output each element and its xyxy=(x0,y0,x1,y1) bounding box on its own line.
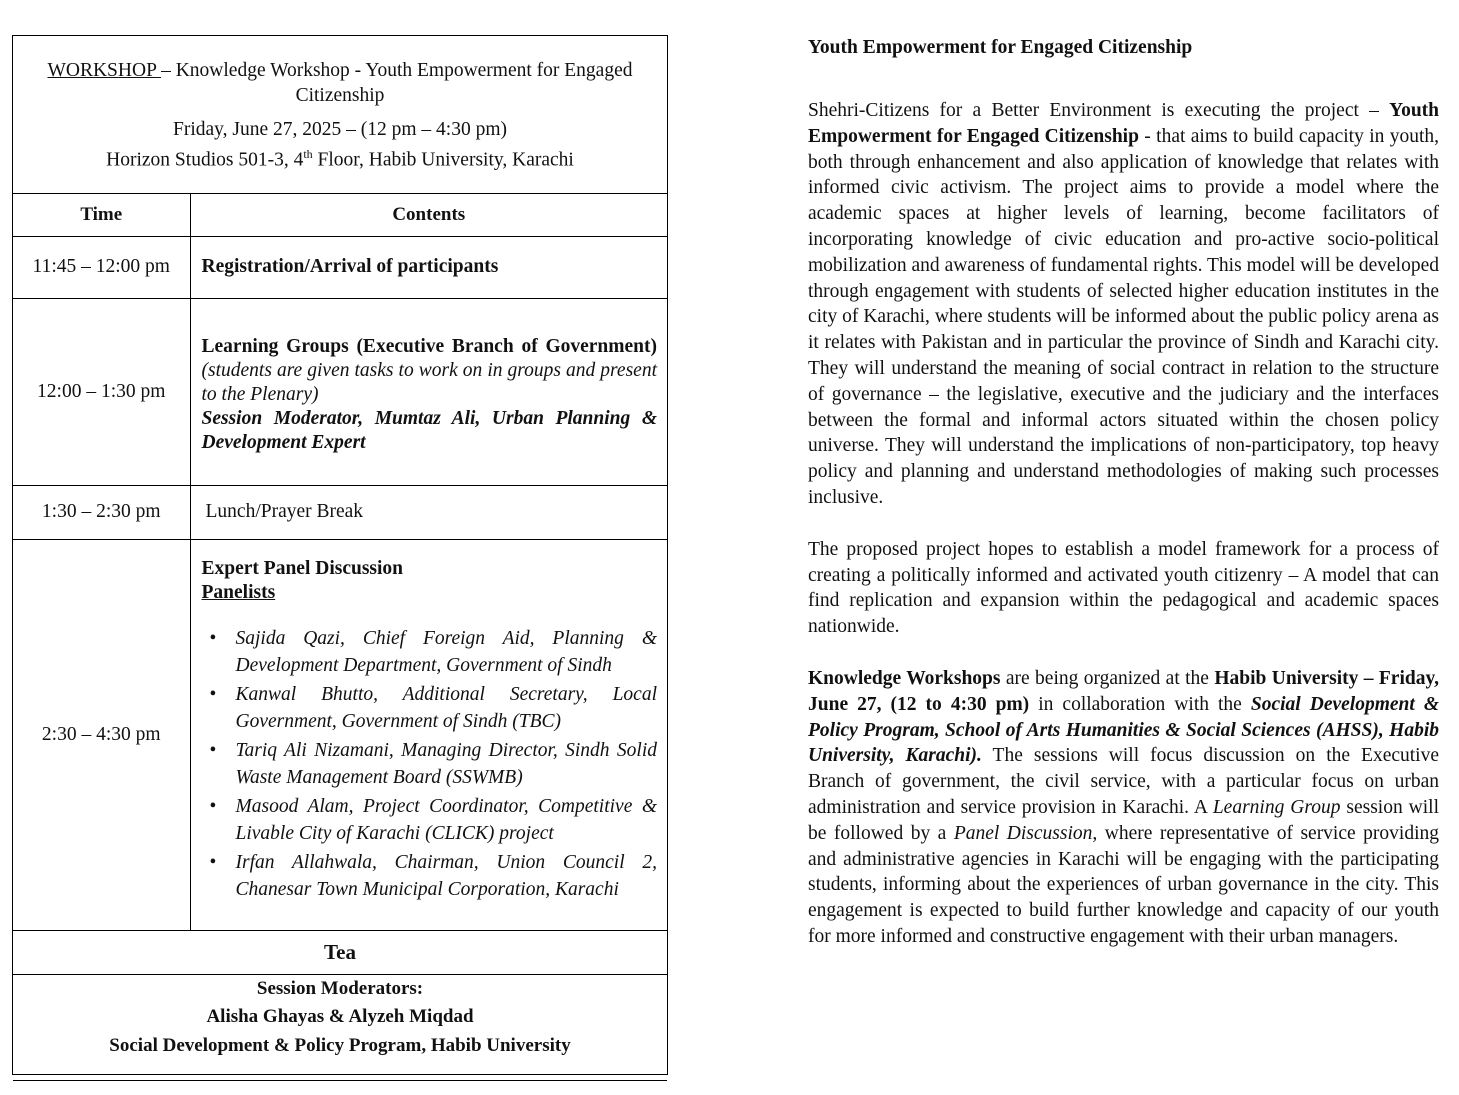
row-content: Registration/Arrival of participants xyxy=(190,236,667,298)
panelist-list xyxy=(202,625,658,903)
article-paragraph: The proposed project hopes to establish a model framework for a process of creating a politically informed and activated youth citizenry – A model that can find replication and expansion within the pedagogical and academic spaces nationwide. xyxy=(808,538,1439,638)
column-header-time: Time xyxy=(13,193,190,236)
article-paragraph: Shehri-Citizens for a Better Environment is executing the project – Youth Empowerment for Engaged Citizenship - that aims to build capacity in youth, both through enhancement and also application of knowledge that relates with informed civic activism. The project aims to provide a model where the academic spaces at higher levels of learning, become facilitators of incorporating knowledge of civic education and pro-active socio-political mobilization and awareness of fundamental rights. This model will be developed through engagement with students of selected higher education institutes in the city of Karachi, where students will be informed about the public policy arena as it relates with Pakistan and in particular the province of Sindh and Karachi city. They will understand the meaning of social contract in relation to the structure of governance – the legislative, executive and the judiciary and the interfaces between the formal and informal actors situated within the chosen policy universe. They will understand the implications of non-participatory, top heavy policy and planning and understand methodologies of making such processes inclusive. xyxy=(808,100,1440,508)
row-time: 2:30 – 4:30 pm xyxy=(13,539,190,930)
workshop-venue: Horizon Studios 501-3, 4th Floor, Habib University, Karachi xyxy=(106,147,574,171)
session-title: Learning Groups (Executive Branch of Government) xyxy=(201,335,657,357)
list-item: • Kanwal Bhutto, Additional Secretary, Local Government, Government of Sindh (TBC) xyxy=(209,683,657,732)
tea-break: Tea xyxy=(13,930,667,974)
table-row xyxy=(13,236,667,298)
article-paragraph: Knowledge Workshops are being organized at the Habib University – Friday, June 27, (12 to 4:30 pm) in collaboration with the Social Development & Policy Program, School of Arts Humanities & Social Sciences (AHSS), Habib University, Karachi). The sessions will focus discussion on the Executive Branch of government, the civil service, with a particular focus on urban administration and service provision in Karachi. A Learning Group session will be followed by a Panel Discussion, where representative of service providing and administrative agencies in Karachi will be engaging with the participating students, informing about the experiences of urban governance in the city. This engagement is expected to build further knowledge and capacity of our youth for more informed and constructive engagement with their urban managers. xyxy=(808,667,1440,947)
column-header-contents: Contents xyxy=(190,193,667,236)
table-row xyxy=(13,485,667,539)
list-item: • Masood Alam, Project Coordinator, Competitive & Livable City of Karachi (CLICK) project xyxy=(209,795,657,844)
list-item: • Tariq Ali Nizamani, Managing Director, Sindh Solid Waste Management Board (SSWMB) xyxy=(209,739,657,788)
article-title: Youth Empowerment for Engaged Citizenship xyxy=(808,37,1193,58)
session-moderator: Session Moderator, Mumtaz Ali, Urban Planning & Development Expert xyxy=(201,407,657,453)
list-item: • Irfan Allahwala, Chairman, Union Council 2, Chanesar Town Municipal Corporation, Karachi xyxy=(209,851,657,900)
moderators-label: Session Moderators: xyxy=(256,977,424,999)
row-content: Lunch/Prayer Break xyxy=(190,485,667,539)
panelists-heading: Panelists xyxy=(201,581,276,603)
panel-title: Expert Panel Discussion xyxy=(201,557,404,579)
workshop-title-text: – Knowledge Workshop - Youth Empowerment for Engaged Citizenship xyxy=(161,60,633,106)
session-moderators xyxy=(13,974,667,1081)
workshop-title xyxy=(23,58,657,108)
agenda-header xyxy=(13,36,667,193)
session-note: (students are given tasks to work on in groups and present to the Plenary) xyxy=(201,359,657,405)
moderators-org: Social Development & Policy Program, Habib University xyxy=(109,1034,571,1056)
table-row xyxy=(13,298,667,485)
row-time: 11:45 – 12:00 pm xyxy=(13,236,190,298)
workshop-label: WORKSHOP xyxy=(47,60,162,81)
moderators-names: Alisha Ghayas & Alyzeh Miqdad xyxy=(206,1006,474,1027)
table-row xyxy=(13,539,667,930)
row-content xyxy=(190,539,667,930)
row-content xyxy=(190,298,667,485)
article xyxy=(808,34,1439,976)
agenda-table xyxy=(12,35,668,1075)
workshop-date: Friday, June 27, 2025 – (12 pm – 4:30 pm) xyxy=(172,119,507,140)
row-time: 12:00 – 1:30 pm xyxy=(13,298,190,485)
row-time: 1:30 – 2:30 pm xyxy=(13,485,190,539)
list-item: • Sajida Qazi, Chief Foreign Aid, Planning & Development Department, Government of Sindh xyxy=(209,627,657,676)
